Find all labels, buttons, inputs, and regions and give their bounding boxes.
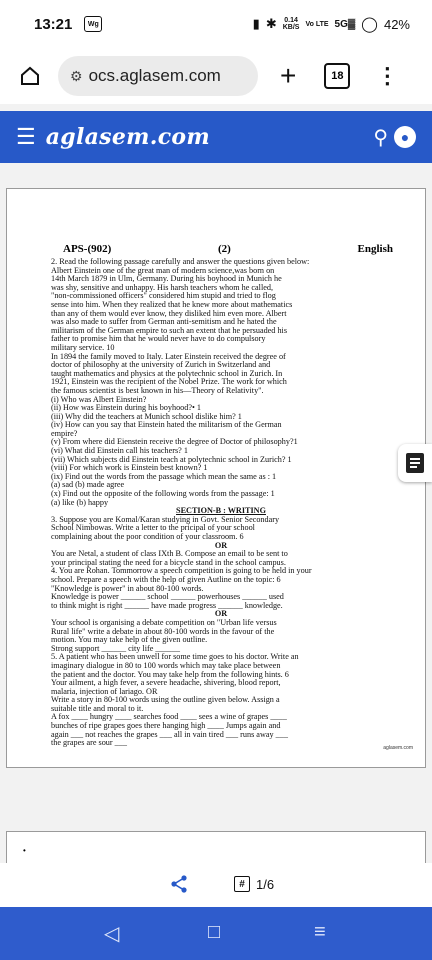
share-icon[interactable] (170, 875, 188, 898)
document-line: the grapes are sour ___ (51, 738, 127, 748)
document-line: 1921, Einstein was the recipient of the Nobel Prize. The work for which (51, 377, 287, 387)
document-line: (i) Who was Albert Einstein? (51, 394, 147, 404)
document-line: was also made to suffer from German anti-semitism and he hated the (51, 317, 277, 327)
document-line: A fox ____ hungry ____ searches food ____ sees a wine of grapes ____ (51, 712, 287, 722)
document-line: "non-commissioned officers" considered him stupid and tried to flog (51, 291, 276, 301)
tab-switcher-button[interactable]: 18 (324, 63, 350, 89)
document-line: 3. Suppose you are Komal/Karan studying in Govt. Senior Secondary (51, 514, 280, 524)
document-line: (viii) For which work is Einstein best known? 1 (51, 463, 208, 473)
document-line: Your school is organising a debate competition on "Urban life versus (51, 617, 277, 627)
page-mark: • (23, 846, 26, 855)
document-line: the patient and the doctor. You may take help from the following hints. 6 (51, 669, 289, 679)
document-line: again ___ not reaches the grapes ___ all in vain tired ___ runs away ___ (51, 729, 288, 739)
document-line: (vii) Which subjects did Einstein teach at polytechnic school in Zurich? 1 (51, 454, 292, 464)
scanned-document (13, 203, 421, 759)
document-line: imaginary dialogue in 80 to 100 words which may take place between (51, 660, 281, 670)
document-line: Your ailment, a high fever, a severe headache, shivering, blood report, (51, 678, 281, 688)
status-indicators (253, 15, 410, 33)
page-indicator[interactable] (234, 876, 274, 892)
battery-level: 42% (383, 16, 410, 32)
document-header (63, 243, 393, 257)
document-line: Knowledge is power ______ school ______ powerhouses ______ used (51, 592, 284, 602)
address-bar[interactable] (58, 56, 258, 96)
watermark: aglasem.com (383, 745, 413, 751)
site-settings-icon[interactable]: ⚙ (70, 67, 83, 84)
document-line: taught mathematics and physics at the polytechnic school in Zurich. In (51, 368, 283, 378)
document-line: than any of them would ever know, they disliked him even more. Albert (51, 308, 287, 318)
account-icon[interactable]: ● (394, 126, 416, 148)
document-line: 14th March 1879 in Ulm, Germany. During his boyhood in Munich he (51, 274, 282, 284)
document-line: (a) like (b) happy (51, 497, 109, 507)
volte-indicator: Vo LTE (305, 20, 329, 28)
pdf-viewer[interactable] (0, 163, 432, 863)
browser-menu-icon[interactable]: ⋮ (376, 63, 399, 88)
document-line: (v) From where did Eienstein receive the degree of Doctor of philosophy?1 (51, 437, 298, 447)
document-line: In 1894 the family moved to Italy. Later Einstein received the degree of (51, 351, 286, 361)
home-circle-icon[interactable]: □ (208, 921, 221, 943)
paper-code: APS-(902) (63, 243, 112, 255)
document-line: malaria, injection of lariago. OR (51, 686, 158, 696)
page-count: 1/6 (256, 876, 275, 892)
document-line: 4. You are Rohan. Tommorrow a speech competition is going to be held in your (51, 566, 312, 576)
hamburger-menu-icon[interactable]: ☰ (16, 124, 36, 149)
document-body (51, 257, 391, 748)
document-line: suitable title and moral to it. (51, 703, 144, 713)
system-nav-bar (0, 907, 432, 960)
document-line: was shy, sensitive and unhappy. His harsh teachers whom he called, (51, 282, 273, 292)
document-line: (iv) How can you say that Einstein hated the militarism of the German (51, 420, 282, 430)
document-line: to think might is right ______ have made progress ______ knowledge. (51, 600, 283, 610)
notes-icon[interactable] (398, 444, 432, 482)
document-line: father to promise him that he would never have to do compulsory (51, 334, 266, 344)
network-speed: 0.14 KB/S (282, 17, 300, 31)
app-notification-badge: Wg (84, 16, 102, 32)
url-text: ocs.aglasem.com (88, 66, 221, 85)
status-time: 13:21 (34, 15, 73, 33)
document-line: Rural life" write a debate in about 80-100 words in the favour of the (51, 626, 275, 636)
document-line: Albert Einstein one of the great man of modern science,was born on (51, 265, 275, 275)
document-line: You are Netal, a student of class IXth B. Compose an email to be sent to (51, 549, 288, 559)
viewer-footer (0, 863, 432, 907)
document-line: military service. 10 (51, 342, 115, 352)
document-line: (vi) What did Einstein call his teachers? 1 (51, 446, 188, 456)
signal-icon: 5G▓ (334, 18, 356, 30)
status-bar (0, 0, 432, 48)
document-line: "Knowledge is power" in about 80-100 words. (51, 583, 204, 593)
site-logo[interactable]: aglasem.com (45, 124, 210, 150)
vibrate-icon: ▮ (252, 16, 260, 31)
document-line: bunches of ripe grapes goes there hanging high ____ Jumps again and (51, 721, 281, 731)
document-line: complaining about the poor condition of your classroom. 6 (51, 532, 244, 541)
document-line: SECTION-B : WRITING (176, 506, 266, 516)
document-line: school. Prepare a speech with the help of given Autline on the topic: 6 (51, 574, 281, 584)
paper-page-number: (2) (218, 243, 231, 255)
document-line: Strong support ______ city life ______ (51, 643, 180, 653)
document-line: Write a story in 80-100 words using the outline given below. Assign a (51, 695, 280, 705)
page-jump-icon[interactable]: # (234, 876, 250, 892)
home-icon[interactable] (18, 64, 42, 88)
document-line: the famous scientist is best known in his—Theory of Relativity". (51, 385, 264, 395)
document-line: sense into him. When they realized that he knew more about mathematics (51, 299, 293, 309)
paper-subject: English (357, 243, 393, 255)
document-line: empire? (51, 428, 78, 438)
document-line: motion. You may take help of the given outline. (51, 635, 208, 645)
document-line: 5. A patient who has been unwell for some time goes to his doctor. Write an (51, 652, 299, 662)
document-line: (iii) Why did the teachers at Munich school dislike him? 1 (51, 411, 242, 421)
battery-icon: ◯ (361, 16, 378, 33)
pdf-page (6, 188, 426, 768)
document-line: doctor of philosophy at the university of Zurich in Switzerland and (51, 360, 271, 370)
bluetooth-icon: ✱ (265, 16, 277, 31)
document-line: your principal stating the need for a bicycle stand in the school campus. (51, 557, 286, 567)
document-line: (a) sad (b) made agree (51, 480, 125, 490)
document-line: (ii) How was Einstein during his boyhood?• 1 (51, 403, 201, 413)
site-header (0, 111, 432, 163)
document-line: (ix) Find out the words from the passage which mean the same as : 1 (51, 471, 277, 481)
document-line: OR (214, 609, 228, 619)
document-line: School Nimbowas. Write a letter to the pricipal of your school (51, 523, 255, 533)
document-line: (x) Find out the opposite of the following words from the passage: 1 (51, 489, 275, 499)
back-icon[interactable]: ◁ (104, 923, 120, 945)
document-line: OR (214, 540, 228, 550)
search-icon[interactable]: ⚲ (373, 126, 388, 149)
document-line: 2. Read the following passage carefully and answer the questions given below: (51, 257, 310, 266)
document-line: militarism of the German empire to such an extent that he persuaded his (51, 325, 288, 335)
browser-toolbar (0, 48, 432, 104)
new-tab-button[interactable]: + (280, 60, 297, 91)
recents-icon[interactable]: ≡ (314, 921, 326, 943)
